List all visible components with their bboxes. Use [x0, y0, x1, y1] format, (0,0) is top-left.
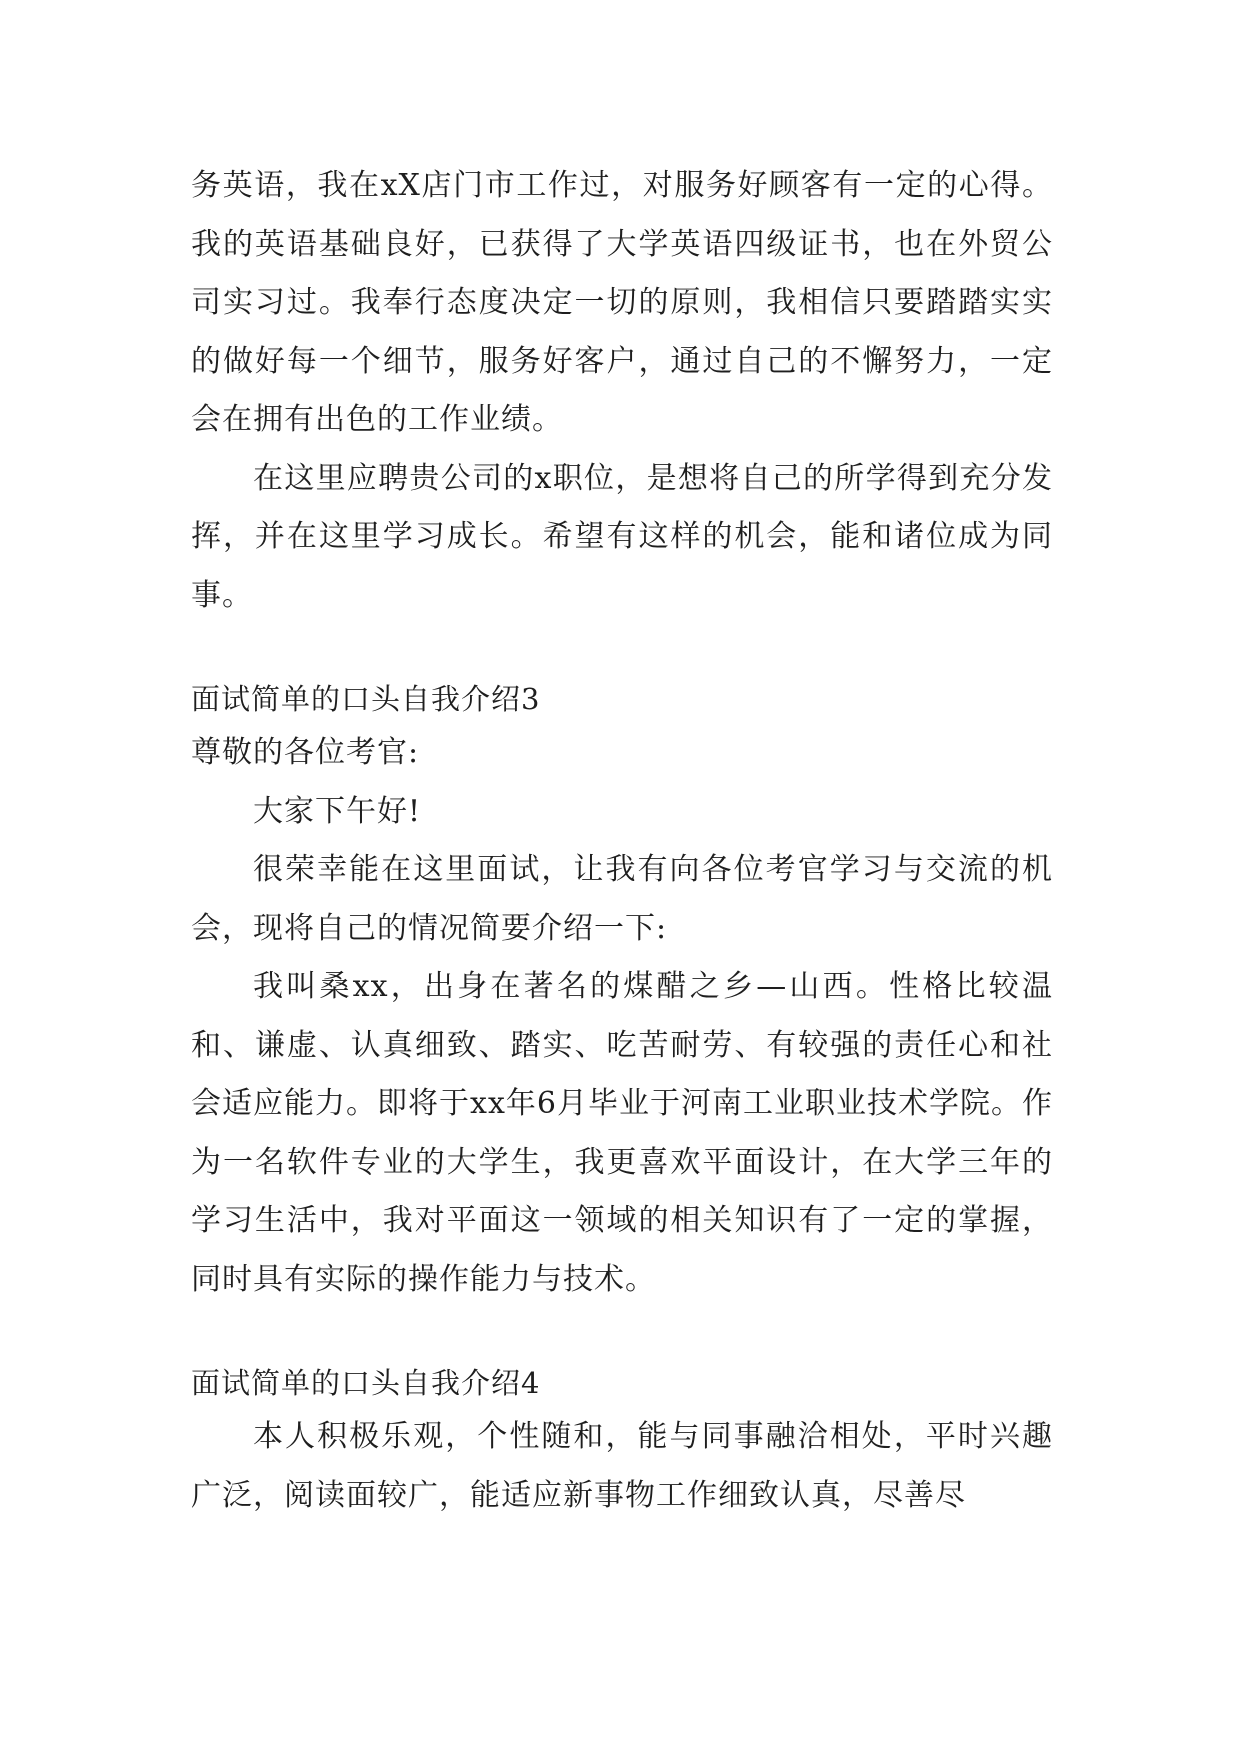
section-spacer	[191, 1309, 1053, 1358]
document-body	[191, 157, 1053, 1525]
section-spacer	[191, 625, 1053, 674]
paragraph-application: 在这里应聘贵公司的x职位，是想将自己的所学得到充分发挥，并在这里学习成长。希望有这样的机会，能和诸位成为同事。	[191, 460, 1053, 613]
section-3-greeting: 大家下午好!	[253, 793, 422, 829]
section-3-paragraph-1: 很荣幸能在这里面试，让我有向各位考官学习与交流的机会，现将自己的情况简要介绍一下:	[191, 852, 1053, 946]
section-3-paragraph-2: 我叫桑xx，出身在著名的煤醋之乡—山西。性格比较温和、谦虚、认真细致、踏实、吃苦耐劳、有较强的责任心和社会适应能力。即将于xx年6月毕业于河南工业职业技术学院。作为一名软件专业的大学生，我更喜欢平面设计，在大学三年的学习生活中，我对平面这一领域的相关知识有了一定的掌握，同时具有实际的操作能力与技术。	[191, 969, 1053, 1297]
section-3-heading: 面试简单的口头自我介绍3	[191, 682, 541, 716]
paragraph-continuation: 务英语，我在xX店门市工作过，对服务好顾客有一定的心得。我的英语基础良好，已获得了大学英语四级证书，也在外贸公司实习过。我奉行态度决定一切的原则，我相信只要踏踏实实的做好每一个细节，服务好客户，通过自己的不懈努力，一定会在拥有出色的工作业绩。	[191, 168, 1053, 437]
section-3-salutation: 尊敬的各位考官:	[191, 735, 420, 770]
section-4-heading: 面试简单的口头自我介绍4	[191, 1366, 541, 1400]
section-4-paragraph-1: 本人积极乐观，个性随和，能与同事融洽相处，平时兴趣广泛，阅读面较广，能适应新事物工作细致认真，尽善尽	[191, 1419, 1053, 1513]
